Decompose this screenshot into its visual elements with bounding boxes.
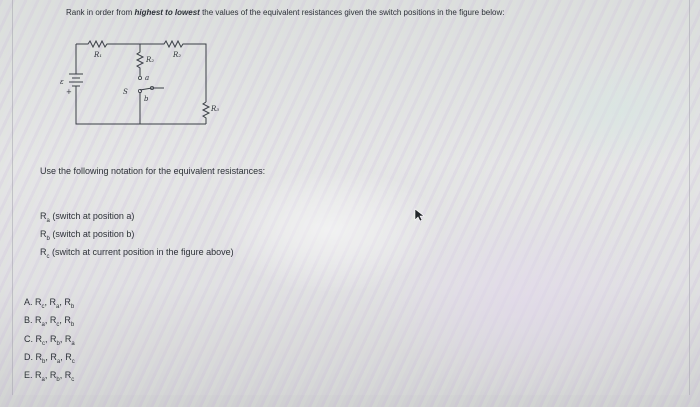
- question-text: [66, 8, 504, 17]
- definition-symbol: R: [40, 228, 47, 239]
- option-separator: ,: [59, 315, 65, 326]
- position-a-label: a: [145, 74, 150, 82]
- option-subscript: c: [56, 322, 60, 329]
- option-subscript: b: [56, 376, 60, 383]
- position-b-label: b: [144, 95, 149, 103]
- switch-label: S: [123, 88, 128, 96]
- option-separator: ,: [45, 351, 51, 362]
- answer-option-a[interactable]: [24, 296, 75, 314]
- definition-subscript: c: [46, 253, 50, 260]
- notation-definitions: [40, 210, 234, 263]
- definition-symbol: R: [40, 246, 47, 257]
- option-separator: ,: [44, 315, 50, 326]
- emf-label: ε: [60, 78, 64, 86]
- option-symbol: R: [64, 370, 72, 381]
- question-emphasis: highest to lowest: [134, 8, 200, 17]
- option-separator: ,: [59, 297, 65, 307]
- option-letter: C.: [24, 333, 36, 344]
- option-subscript: a: [56, 358, 61, 365]
- notation-title: Use the following notation for the equivalent resistances:: [40, 166, 266, 176]
- r1-label: R₁: [94, 51, 103, 59]
- option-subscript: a: [41, 376, 45, 383]
- definition-text: (switch at current position in the figure above): [49, 246, 234, 257]
- definition-text: (switch at position b): [49, 228, 135, 239]
- definition-text: (switch at position a): [49, 211, 135, 221]
- answer-options: [24, 296, 75, 387]
- option-separator: ,: [59, 333, 65, 344]
- option-separator: ,: [60, 351, 66, 362]
- option-subscript: a: [71, 340, 75, 347]
- question-suffix: the values of the equivalent resistances given the switch positions in the figure below:: [202, 8, 505, 17]
- option-subscript: b: [56, 340, 60, 347]
- option-letter: A.: [24, 297, 36, 307]
- option-symbol: R: [35, 351, 43, 362]
- answer-option-b[interactable]: [24, 314, 75, 332]
- option-subscript: a: [41, 322, 45, 329]
- option-symbol: R: [35, 370, 42, 381]
- option-symbol: R: [64, 297, 71, 307]
- option-symbol: R: [64, 315, 71, 326]
- answer-option-d[interactable]: [24, 351, 75, 369]
- option-symbol: R: [35, 297, 42, 307]
- option-letter: B.: [24, 315, 36, 326]
- mouse-pointer-icon: [414, 208, 426, 222]
- definition-subscript: b: [46, 235, 50, 242]
- option-subscript: a: [56, 303, 60, 310]
- option-subscript: b: [70, 303, 75, 310]
- notation-definition-b: [40, 228, 234, 246]
- option-subscript: c: [41, 303, 45, 310]
- option-symbol: R: [49, 315, 57, 326]
- definition-symbol: R: [40, 211, 47, 221]
- definition-subscript: a: [46, 217, 50, 224]
- option-subscript: c: [71, 358, 75, 365]
- option-subscript: c: [42, 340, 46, 347]
- option-letter: D.: [24, 351, 36, 362]
- option-subscript: b: [70, 322, 75, 329]
- r2-horizontal-label: R₂: [173, 51, 182, 59]
- option-symbol: R: [35, 315, 42, 326]
- notation-definition-c: [40, 246, 234, 264]
- option-separator: ,: [44, 297, 50, 307]
- circuit-diagram: [60, 34, 240, 130]
- option-separator: ,: [45, 333, 51, 344]
- r3-label: R₃: [211, 105, 220, 113]
- option-symbol: R: [50, 351, 57, 362]
- option-symbol: R: [49, 370, 57, 381]
- r2-vertical-label: R₂: [146, 56, 155, 64]
- option-symbol: R: [35, 333, 43, 344]
- option-separator: ,: [59, 370, 65, 381]
- option-letter: E.: [24, 370, 36, 381]
- answer-option-c[interactable]: [24, 333, 75, 351]
- notation-definition-a: [40, 210, 234, 228]
- option-separator: ,: [44, 370, 50, 381]
- answer-option-e[interactable]: [24, 369, 75, 387]
- option-symbol: R: [50, 333, 57, 344]
- option-subscript: c: [71, 376, 75, 383]
- option-symbol: R: [65, 351, 72, 362]
- question-prefix: Rank in order from: [66, 8, 133, 17]
- plus-label: +: [66, 88, 72, 96]
- option-symbol: R: [49, 297, 57, 307]
- option-symbol: R: [64, 333, 72, 344]
- option-subscript: b: [42, 358, 46, 365]
